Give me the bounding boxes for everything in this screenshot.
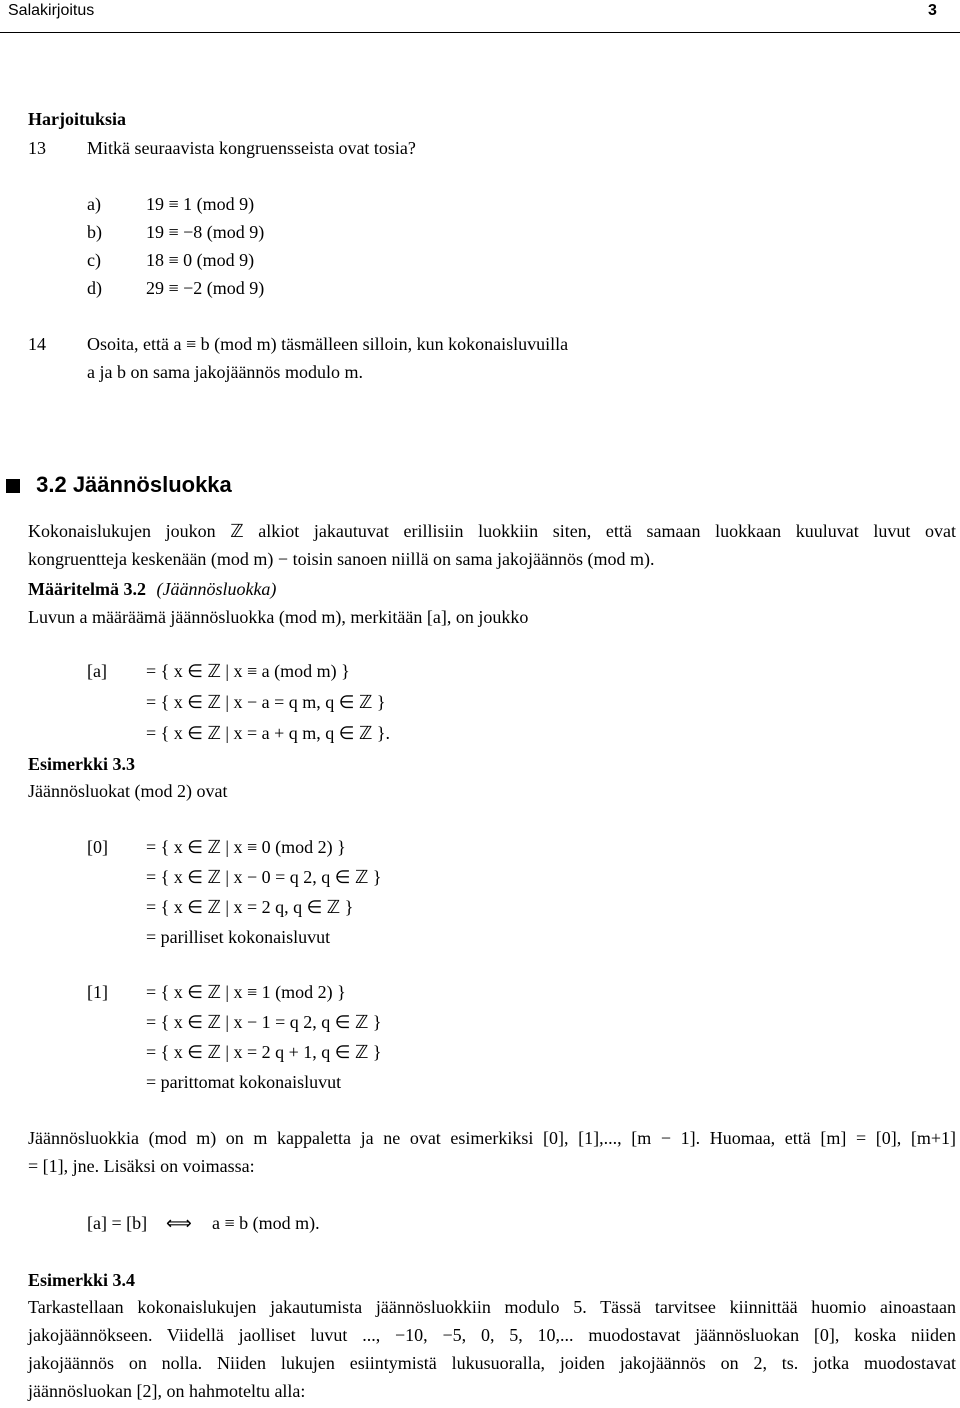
section-bullet-icon [6, 479, 20, 493]
header-title: Salakirjoitus [8, 2, 95, 19]
definition-line: = { x ∈ ℤ | x = a + q m, q ∈ ℤ }. [146, 723, 390, 743]
example-34-label: Esimerkki 3.4 [28, 1270, 136, 1290]
class-1-line: = { x ∈ ℤ | x ≡ 1 (mod 2) } [146, 982, 346, 1002]
exercise-item-label: c) [87, 250, 101, 270]
example-34-line: jakojäännökseen. Viidellä jaolliset luvut ..., −10, −5, 0, 5, 10,... muodostavat jäännösluokan [0], koska niiden [28, 1325, 956, 1345]
intro-paragraph [28, 520, 956, 576]
example-33-label: Esimerkki 3.3 [28, 754, 136, 774]
exercise-14-line-1: Osoita, että a ≡ b (mod m) täsmälleen silloin, kun kokonaisluvuilla [87, 334, 569, 354]
exercise-item-label: a) [87, 194, 101, 214]
definition-heading [28, 578, 276, 600]
exercises-heading: Harjoituksia [28, 109, 127, 129]
example-34-line: Tarkastellaan kokonaislukujen jakautumista jäännösluokkiin modulo 5. Tässä tarvitsee kiinnittää huomio ainoastaan [28, 1297, 956, 1317]
definition-lhs: [a] [87, 661, 107, 681]
summary-line-1: Jäännösluokkia (mod m) on m kappaletta ja ne ovat esimerkiksi [0], [1],..., [m − 1]. Huomaa, että [m] = [0], [m+1] [28, 1128, 956, 1148]
definition-label: Määritelmä 3.2 [28, 579, 146, 599]
equivalence-lhs: [a] = [b] [87, 1213, 148, 1233]
class-0-line: = { x ∈ ℤ | x − 0 = q 2, q ∈ ℤ } [146, 867, 382, 887]
class-1-lhs: [1] [87, 982, 108, 1002]
class-0-line: = { x ∈ ℤ | x ≡ 0 (mod 2) } [146, 837, 346, 857]
exercise-item-expr: 18 ≡ 0 (mod 9) [146, 250, 255, 270]
summary-paragraph [28, 1127, 956, 1183]
exercise-item-label: d) [87, 278, 102, 298]
exercise-13-text: Mitkä seuraavista kongruensseista ovat tosia? [87, 138, 416, 158]
example-33-text: Jäännösluokat (mod 2) ovat [28, 781, 228, 801]
exercise-item-expr: 19 ≡ −8 (mod 9) [146, 222, 265, 242]
intro-line-2: kongruentteja keskenään (mod m) − toisin sanoen niillä on sama jakojäännös (mod m). [28, 549, 655, 569]
exercise-item-expr: 19 ≡ 1 (mod 9) [146, 194, 255, 214]
page-number: 3 [928, 2, 937, 19]
example-34-line: jäännösluokan [2], on hahmoteltu alla: [28, 1381, 306, 1401]
exercise-13-number: 13 [28, 138, 46, 158]
example-34-paragraph [28, 1296, 956, 1408]
class-0-lhs: [0] [87, 837, 108, 857]
intro-line-1: Kokonaislukujen joukon ℤ alkiot jakautuvat erillisiin luokkiin siten, että samaan luokkaan kuuluvat luvut ovat [28, 521, 956, 541]
definition-text: Luvun a määräämä jäännösluokka (mod m), merkitään [a], on joukko [28, 607, 529, 627]
class-1-line: = { x ∈ ℤ | x − 1 = q 2, q ∈ ℤ } [146, 1012, 382, 1032]
exercise-14-number: 14 [28, 334, 46, 354]
definition-line: = { x ∈ ℤ | x − a = q m, q ∈ ℤ } [146, 692, 386, 712]
class-0-line: = parilliset kokonaisluvut [146, 927, 331, 947]
equivalence-rhs: a ≡ b (mod m). [212, 1213, 320, 1233]
exercise-14-line-2: a ja b on sama jakojäännös modulo m. [87, 362, 363, 382]
summary-line-2: = [1], jne. Lisäksi on voimassa: [28, 1156, 255, 1176]
definition-line: = { x ∈ ℤ | x ≡ a (mod m) } [146, 661, 350, 681]
exercise-item-label: b) [87, 222, 102, 242]
example-34-line: jakojäännös on nolla. Niiden lukujen esiintymistä lukusuoralla, joiden jakojäännös on 2, ts. jotka muodostavat [28, 1353, 956, 1373]
iff-arrow-icon: ⟺ [166, 1213, 192, 1233]
class-1-line: = { x ∈ ℤ | x = 2 q + 1, q ∈ ℤ } [146, 1042, 382, 1062]
section-heading [6, 472, 232, 498]
definition-name: (Jäännösluokka) [156, 579, 277, 599]
class-0-line: = { x ∈ ℤ | x = 2 q, q ∈ ℤ } [146, 897, 354, 917]
section-title: 3.2 Jäännösluokka [36, 472, 232, 497]
class-1-line: = parittomat kokonaisluvut [146, 1072, 342, 1092]
header-rule [0, 32, 960, 33]
exercise-item-expr: 29 ≡ −2 (mod 9) [146, 278, 265, 298]
